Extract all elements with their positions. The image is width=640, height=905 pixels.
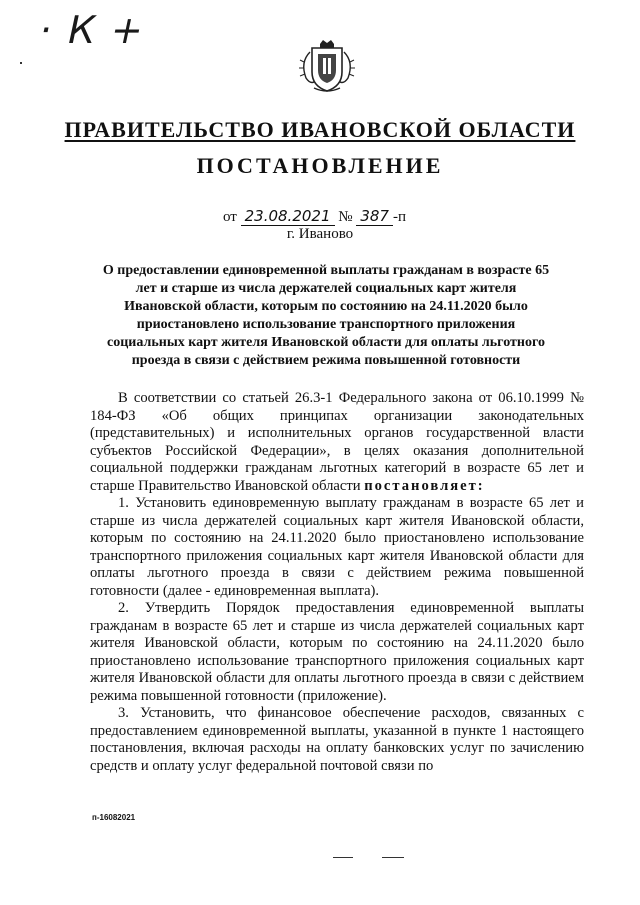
footer-code: п-16082021 (92, 813, 136, 822)
ink-dot (20, 62, 22, 64)
intro-paragraph: В соответствии со статьей 26.3-1 Федерального закона от 06.10.1999 № 184-ФЗ «Об общих принципах организации законодательных (представительных) и исполнительных органов государственной власти субъектов Российской Федерации», в целях оказания дополнительной социальной поддержки гражданам льготных категорий в возрасте 65 лет и старше Правительство Ивановской области постановляет: (90, 390, 584, 494)
document-title: О предоставлении единовременной выплаты гражданам в возрасте 65 лет и старше из числа держателей социальных карт жителя Ивановской области, которым по состоянию на 24.11.2020 было приостановлено использование транспортного приложения социальных карт жителя Ивановской области для оплаты льготного проезда в связи с действием режима повышенной готовности (102, 263, 550, 368)
item-3: 3. Установить, что финансовое обеспечение расходов, связанных с предоставлением единовременной выплаты, указанной в пункте 1 настоящего постановления, включая расходы на оплату банковских услуг по зачислению средств и оплату услуг федеральной почтовой связи по (90, 705, 584, 774)
coat-of-arms-icon (296, 38, 358, 94)
footer-dash (382, 857, 404, 858)
government-name: ПРАВИТЕЛЬСТВО ИВАНОВСКОЙ ОБЛАСТИ (64, 117, 576, 142)
item-2: 2. Утвердить Порядок предоставления единовременной выплаты гражданам в возрасте 65 лет и старше из числа держателей социальных карт жителя Ивановской области, которым по состоянию на 24.11.2020 было приостановлено использование транспортного приложения социальных карт жителя Ивановской области для оплаты льготного проезда в связи с действием режима повышенной готовности (приложение). (90, 600, 584, 704)
handwritten-mark: · К + (35, 8, 150, 52)
document-body (90, 390, 584, 775)
city: г. Иваново (286, 226, 354, 242)
number-prefix: № (338, 209, 353, 225)
document-date: 23.08.2021 (241, 207, 335, 226)
item-1: 1. Установить единовременную выплату гражданам в возрасте 65 лет и старше из числа держателей социальных карт жителя Ивановской области, которым по состоянию на 24.11.2020 было приостановлено использование транспортного приложения социальных карт жителя Ивановской области для оплаты льготного проезда в связи с действием режима повышенной готовности (далее - единовременная выплата). (90, 495, 584, 599)
date-number-line (223, 207, 406, 226)
document-type: ПОСТАНОВЛЕНИЕ (196, 153, 444, 178)
footer-dash (333, 857, 353, 858)
date-prefix: от (223, 209, 237, 225)
document-number: 387 (356, 207, 393, 226)
number-suffix: -п (392, 209, 406, 225)
resolves-word: постановляет: (364, 477, 485, 494)
